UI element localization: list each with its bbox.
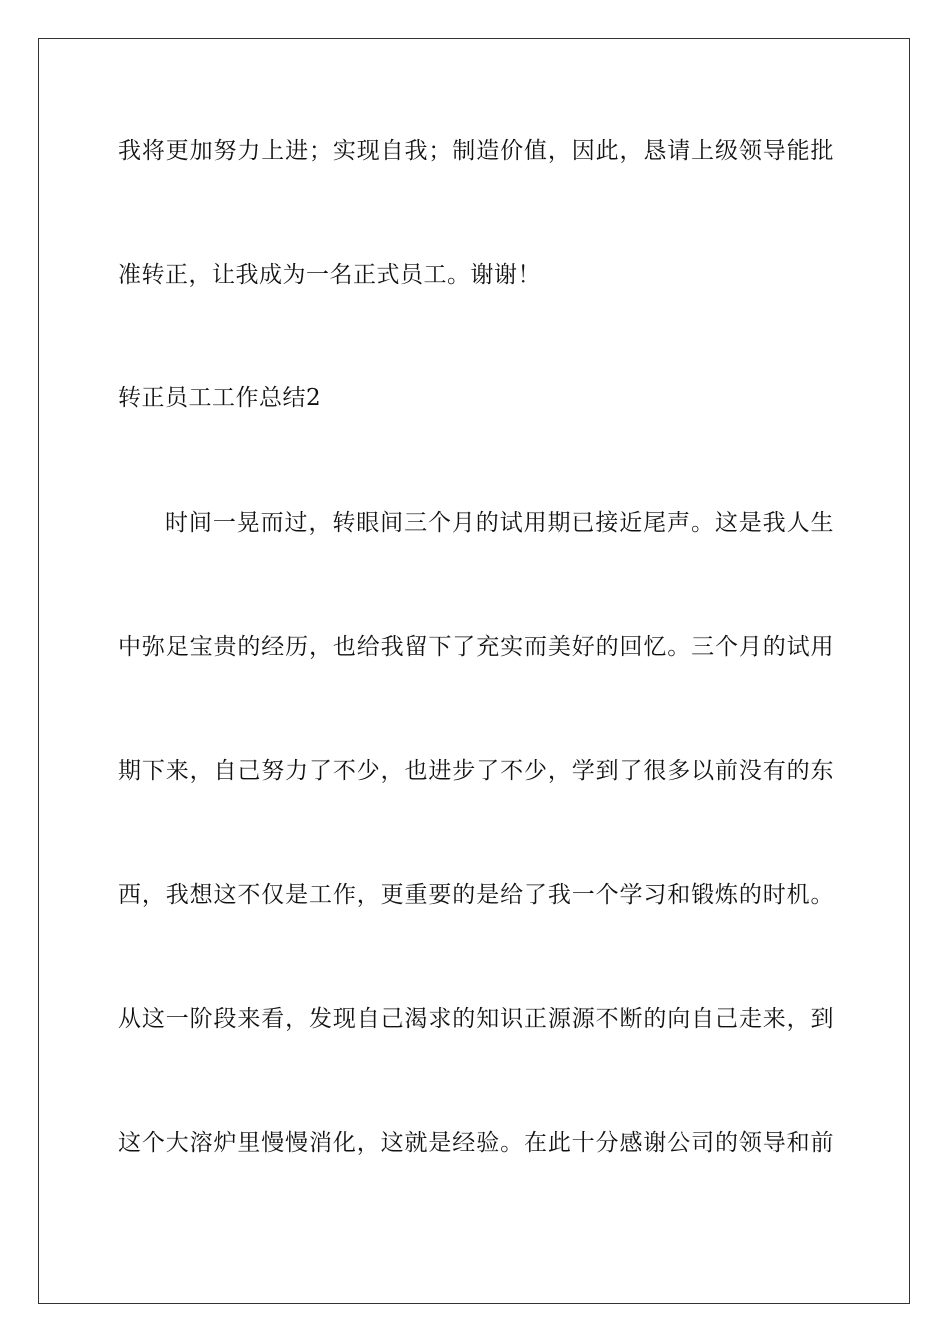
body-text-line: 这个大溶炉里慢慢消化，这就是经验。在此十分感谢公司的领导和前	[118, 1130, 834, 1156]
paragraph-first-line: 时间一晃而过，转眼间三个月的试用期已接近尾声。这是我人生	[165, 510, 834, 536]
body-text-line: 我将更加努力上进；实现自我；制造价值，因此，恳请上级领导能批	[118, 138, 834, 164]
body-text-line: 从这一阶段来看，发现自己渴求的知识正源源不断的向自己走来，到	[118, 1006, 834, 1032]
body-text-line: 中弥足宝贵的经历，也给我留下了充实而美好的回忆。三个月的试用	[118, 634, 834, 660]
page-frame	[38, 38, 910, 1304]
body-text-line: 期下来，自己努力了不少，也进步了不少，学到了很多以前没有的东	[118, 758, 834, 784]
section-heading: 转正员工工作总结2	[118, 385, 322, 411]
body-text-line: 准转正，让我成为一名正式员工。谢谢！	[118, 262, 541, 288]
body-text-line: 西，我想这不仅是工作，更重要的是给了我一个学习和锻炼的时机。	[118, 882, 834, 908]
